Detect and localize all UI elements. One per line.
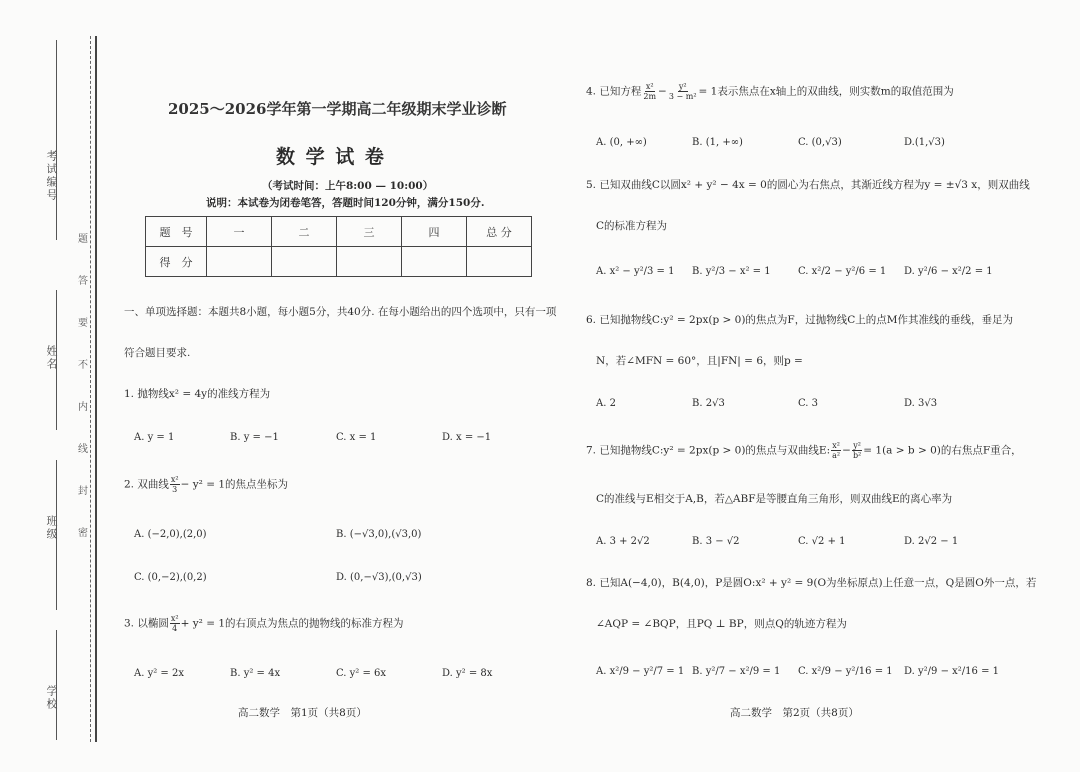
exam-number-label: 考试编号 [45, 150, 58, 202]
q3-stem-post: + y² = 1的右顶点为焦点的抛物线的标准方程为 [180, 617, 404, 630]
score-input-cell[interactable] [467, 247, 532, 277]
exam-note: 说明：本试卷为闭卷笔答，答题时间120分钟，满分150分. [206, 197, 485, 209]
q3-stem-pre: 3. 以椭圆 [124, 617, 169, 630]
fraction [852, 441, 862, 460]
q7-option-d: D. 2√2 − 1 [904, 536, 959, 547]
fraction [170, 614, 180, 633]
q6-stem-cont: N，若∠MFN = 60°，且|FN| = 6，则p = [596, 355, 803, 367]
q7-option-b: B. 3 − √2 [692, 536, 740, 547]
seal-char: 密 [78, 528, 88, 539]
q5-option-b: B. y²/3 − x² = 1 [692, 266, 771, 277]
section1-heading-cont: 符合题目要求. [124, 347, 191, 359]
class-label: 班级 [45, 515, 58, 541]
q7-pre: 7. 已知抛物线C:y² = 2px(p > 0)的焦点与双曲线E: [586, 444, 831, 457]
q2-option-c: C. (0,−2),(0,2) [134, 572, 207, 583]
q8-option-c: C. x²/9 − y²/16 = 1 [798, 666, 893, 677]
score-cell: 二 [272, 217, 337, 247]
exam-title: 2025～2026学年第一学期高二年级期末学业诊断 [168, 100, 507, 118]
score-cell: 一 [207, 217, 272, 247]
q1-option-b: B. y = −1 [230, 432, 279, 443]
q7-stem [586, 441, 1022, 460]
q6-option-b: B. 2√3 [692, 398, 725, 409]
q7-option-a: A. 3 + 2√2 [596, 536, 650, 547]
subject-title: 数 学 试 卷 [276, 146, 386, 168]
q1-option-d: D. x = −1 [442, 432, 492, 443]
exam-number-line [56, 40, 57, 240]
exam-time: （考试时间：上午8:00 — 10:00） [262, 180, 434, 192]
q4-mid: − [658, 85, 667, 98]
score-input-cell[interactable] [402, 247, 467, 277]
q5-option-a: A. x² − y²/3 = 1 [596, 266, 675, 277]
q2-stem-pre: 2. 双曲线 [124, 478, 169, 491]
score-table [145, 216, 532, 277]
fraction-den: a² [832, 451, 841, 460]
fraction [642, 82, 657, 101]
q7-stem-cont: C的准线与E相交于A,B，若△ABF是等腰直角三角形，则双曲线E的离心率为 [596, 493, 953, 505]
score-input-cell[interactable] [207, 247, 272, 277]
q5-option-d: D. y²/6 − x²/2 = 1 [904, 266, 993, 277]
q1-option-c: C. x = 1 [336, 432, 377, 443]
q2-option-d: D. (0,−√3),(0,√3) [336, 572, 422, 583]
q3-option-d: D. y² = 8x [442, 668, 493, 679]
seal-char: 题 [78, 234, 88, 245]
school-line [56, 630, 57, 740]
fraction-den: 3 [172, 485, 178, 494]
q2-stem-post: − y² = 1的焦点坐标为 [180, 478, 289, 491]
fraction-den: b² [852, 451, 862, 460]
fraction [668, 82, 698, 101]
score-cell: 得 分 [146, 247, 207, 277]
q4-pre: 4. 已知方程 [586, 85, 642, 98]
name-label: 姓名 [45, 345, 58, 371]
seal-char: 不 [78, 360, 88, 371]
page-footer-2: 高二数学 第2页（共8页） [730, 707, 859, 719]
fraction-num: y² [853, 441, 861, 450]
q2-stem [124, 475, 288, 494]
q1-option-a: A. y = 1 [134, 432, 175, 443]
fraction-num: x² [832, 441, 840, 450]
q4-option-d: D.(1,√3) [904, 137, 945, 148]
seal-char: 线 [78, 444, 88, 455]
score-input-cell[interactable] [272, 247, 337, 277]
q7-mid: − [842, 444, 851, 457]
class-line [56, 460, 57, 610]
school-label: 学校 [45, 685, 58, 711]
q5-stem-cont: C的标准方程为 [596, 220, 668, 232]
score-cell: 四 [402, 217, 467, 247]
q3-option-a: A. y² = 2x [134, 668, 184, 679]
q5-option-c: C. x²/2 − y²/6 = 1 [798, 266, 887, 277]
score-input-cell[interactable] [337, 247, 402, 277]
q5-stem: 5. 已知双曲线C以圆x² + y² − 4x = 0的圆心为右焦点，其渐近线方程为y = ±√3 x，则双曲线 [586, 179, 1030, 191]
q4-option-c: C. (0,√3) [798, 137, 842, 148]
q4-option-a: A. (0, +∞) [596, 137, 647, 148]
name-line [56, 290, 57, 430]
page-border [95, 36, 97, 742]
fraction-num: x² [170, 475, 179, 484]
q4-stem [586, 82, 954, 101]
q7-option-c: C. √2 + 1 [798, 536, 846, 547]
q3-option-c: C. y² = 6x [336, 668, 387, 679]
q8-option-b: B. y²/7 − x²/9 = 1 [692, 666, 781, 677]
q3-stem [124, 614, 404, 633]
q4-option-b: B. (1, +∞) [692, 137, 743, 148]
q4-post: = 1表示焦点在x轴上的双曲线，则实数m的取值范围为 [698, 85, 954, 98]
q7-post: = 1(a > b > 0)的右焦点F重合， [863, 444, 1022, 457]
seal-char: 要 [78, 318, 88, 329]
section1-heading: 一、单项选择题：本题共8小题，每小题5分，共40分. 在每小题给出的四个选项中，只有一项 [124, 306, 557, 318]
seal-char: 内 [78, 402, 88, 413]
fraction-num: y² [678, 82, 687, 91]
fraction-den: 4 [172, 624, 178, 633]
fraction [170, 475, 180, 494]
q2-option-b: B. (−√3,0),(√3,0) [336, 529, 422, 540]
q8-option-a: A. x²/9 − y²/7 = 1 [596, 666, 685, 677]
score-cell: 三 [337, 217, 402, 247]
q8-stem: 8. 已知A(−4,0)，B(4,0)，P是圆O:x² + y² = 9(O为坐标原点)上任意一点，Q是圆O外一点，若 [586, 577, 1037, 589]
q8-stem-cont: ∠AQP = ∠BQP，且PQ ⊥ BP，则点Q的轨迹方程为 [596, 618, 847, 630]
score-cell: 总 分 [467, 217, 532, 247]
fraction-num: x² [645, 82, 654, 91]
q3-option-b: B. y² = 4x [230, 668, 281, 679]
seal-char: 答 [78, 276, 88, 287]
q6-option-c: C. 3 [798, 398, 819, 409]
fraction [831, 441, 841, 460]
score-cell: 题 号 [146, 217, 207, 247]
q8-option-d: D. y²/9 − x²/16 = 1 [904, 666, 999, 677]
q6-option-d: D. 3√3 [904, 398, 938, 409]
q2-option-a: A. (−2,0),(2,0) [134, 529, 207, 540]
fraction-den: 3 − m² [668, 92, 697, 101]
seal-char: 封 [78, 486, 88, 497]
q6-option-a: A. 2 [596, 398, 616, 409]
page-footer-1: 高二数学 第1页（共8页） [238, 707, 367, 719]
q1-stem: 1. 抛物线x² = 4y的准线方程为 [124, 388, 271, 400]
seal-line [90, 36, 91, 742]
q6-stem: 6. 已知抛物线C:y² = 2px(p > 0)的焦点为F，过抛物线C上的点M作其准线的垂线，垂足为 [586, 314, 1014, 326]
fraction-num: x² [170, 614, 179, 623]
fraction-den: 2m [643, 92, 657, 101]
